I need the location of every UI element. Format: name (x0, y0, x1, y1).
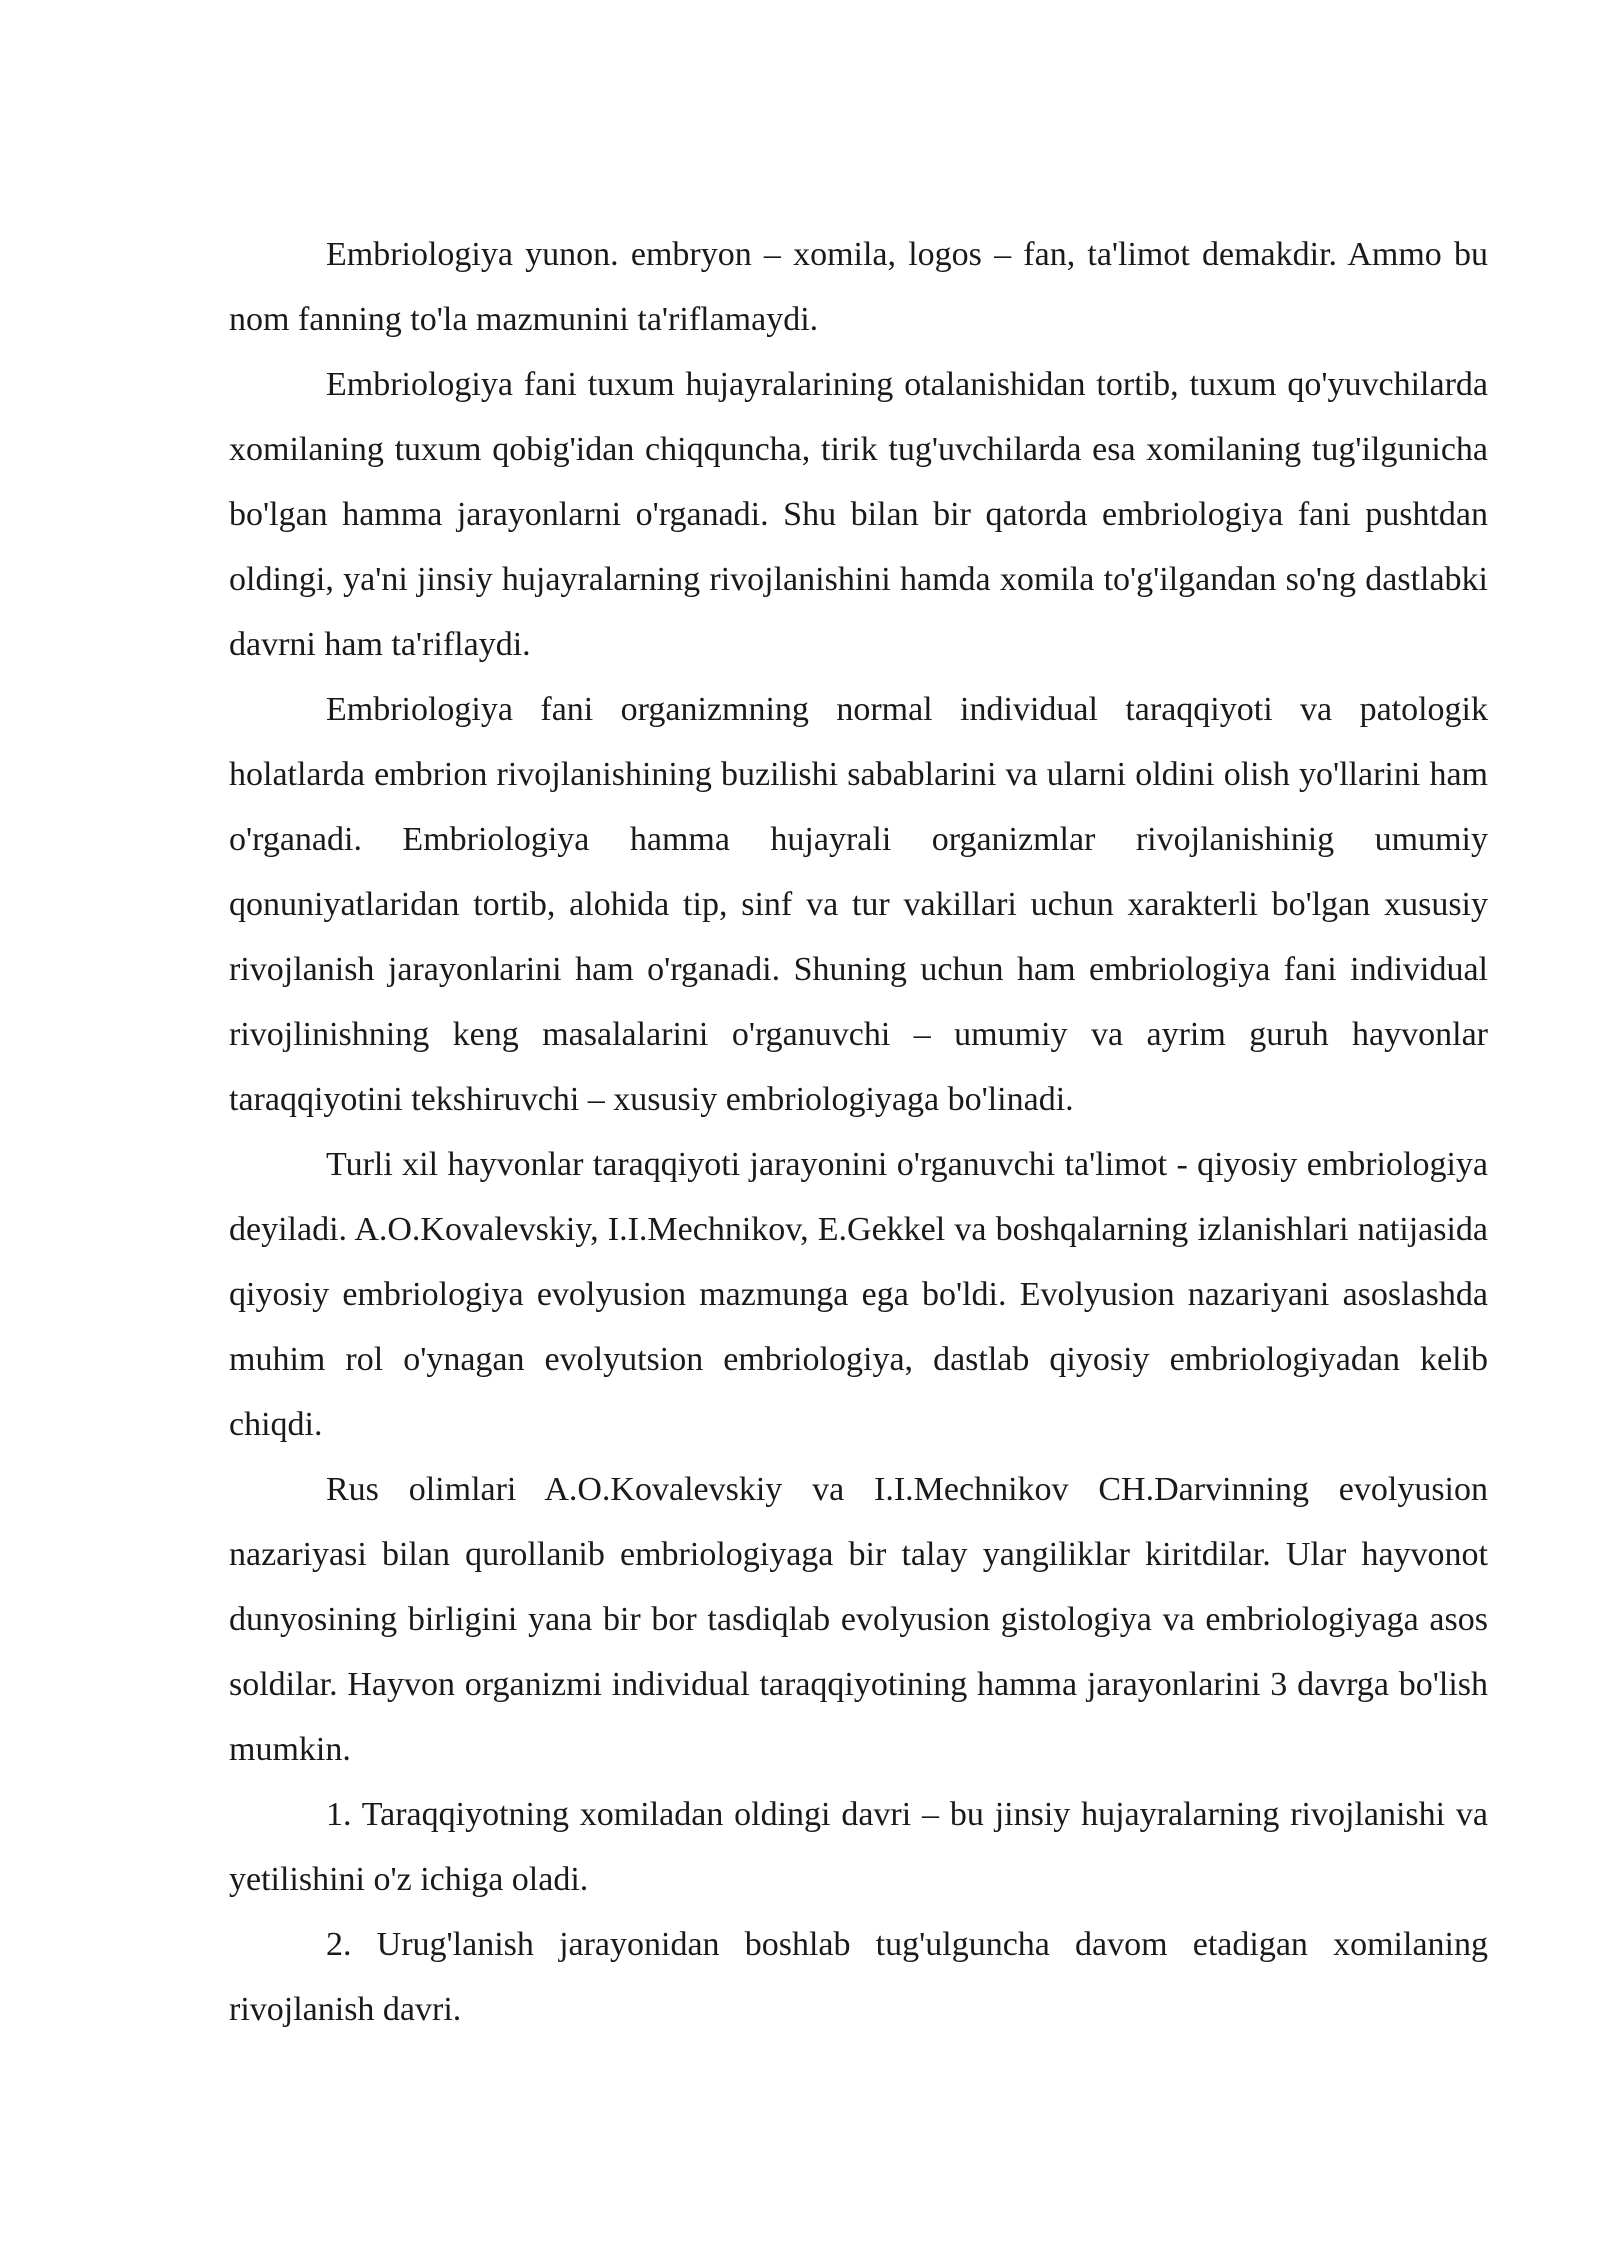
list-item-period-2: 2. Urug'lanish jarayonidan boshlab tug'ulguncha davom etadigan xomilaning rivojlanish davri. (229, 1926, 1488, 2028)
document-body (229, 222, 1488, 2042)
paragraph-scope: Embriologiya fani tuxum hujayralarining otalanishidan tortib, tuxum qo'yuvchilarda xomilaning tuxum qobig'idan chiqquncha, tirik tug'uvchilarda esa xomilaning tug'ilgunicha bo'lgan hamma jarayonlarni o'rganadi. Shu bilan bir qatorda embriologiya fani pushtdan oldingi, ya'ni jinsiy hujayralarning rivojlanishini hamda xomila to'g'ilgandan so'ng dastlabki davrni ham ta'riflaydi. (229, 366, 1488, 663)
paragraph-comparative: Turli xil hayvonlar taraqqiyoti jarayonini o'rganuvchi ta'limot - qiyosiy embriologiya deyiladi. A.O.Kovalevskiy, I.I.Mechnikov, E.Gekkel va boshqalarning izlanishlari natijasida qiyosiy embriologiya evolyusion mazmunga ega bo'ldi. Evolyusion nazariyani asoslashda muhim rol o'ynagan evolyutsion embriologiya, dastlab qiyosiy embriologiyadan kelib chiqdi. (229, 1146, 1488, 1443)
list-item-period-1: 1. Taraqqiyotning xomiladan oldingi davri – bu jinsiy hujayralarning rivojlanishi va yetilishini o'z ichiga oladi. (229, 1796, 1488, 1898)
paragraph-objectives: Embriologiya fani organizmning normal individual taraqqiyoti va patologik holatlarda embrion rivojlanishining buzilishi sabablarini va ularni oldini olish yo'llarini ham o'rganadi. Embriologiya hamma hujayrali organizmlar rivojlanishinig umumiy qonuniyatlaridan tortib, alohida tip, sinf va tur vakillari uchun xarakterli bo'lgan xususiy rivojlanish jarayonlarini ham o'rganadi. Shuning uchun ham embriologiya fani individual rivojlinishning keng masalalarini o'rganuvchi – umumiy va ayrim guruh hayvonlar taraqqiyotini tekshiruvchi – xususiy embriologiyaga bo'linadi. (229, 691, 1488, 1118)
paragraph-russian-scientists: Rus olimlari A.O.Kovalevskiy va I.I.Mechnikov CH.Darvinning evolyusion nazariyasi bilan qurollanib embriologiyaga bir talay yangiliklar kiritdilar. Ular hayvonot dunyosining birligini yana bir bor tasdiqlab evolyusion gistologiya va embriologiyaga asos soldilar. Hayvon organizmi individual taraqqiyotining hamma jarayonlarini 3 davrga bo'lish mumkin. (229, 1471, 1488, 1768)
paragraph-intro: Embriologiya yunon. embryon – xomila, logos – fan, ta'limot demakdir. Ammo bu nom fanning to'la mazmunini ta'riflamaydi. (229, 236, 1488, 338)
